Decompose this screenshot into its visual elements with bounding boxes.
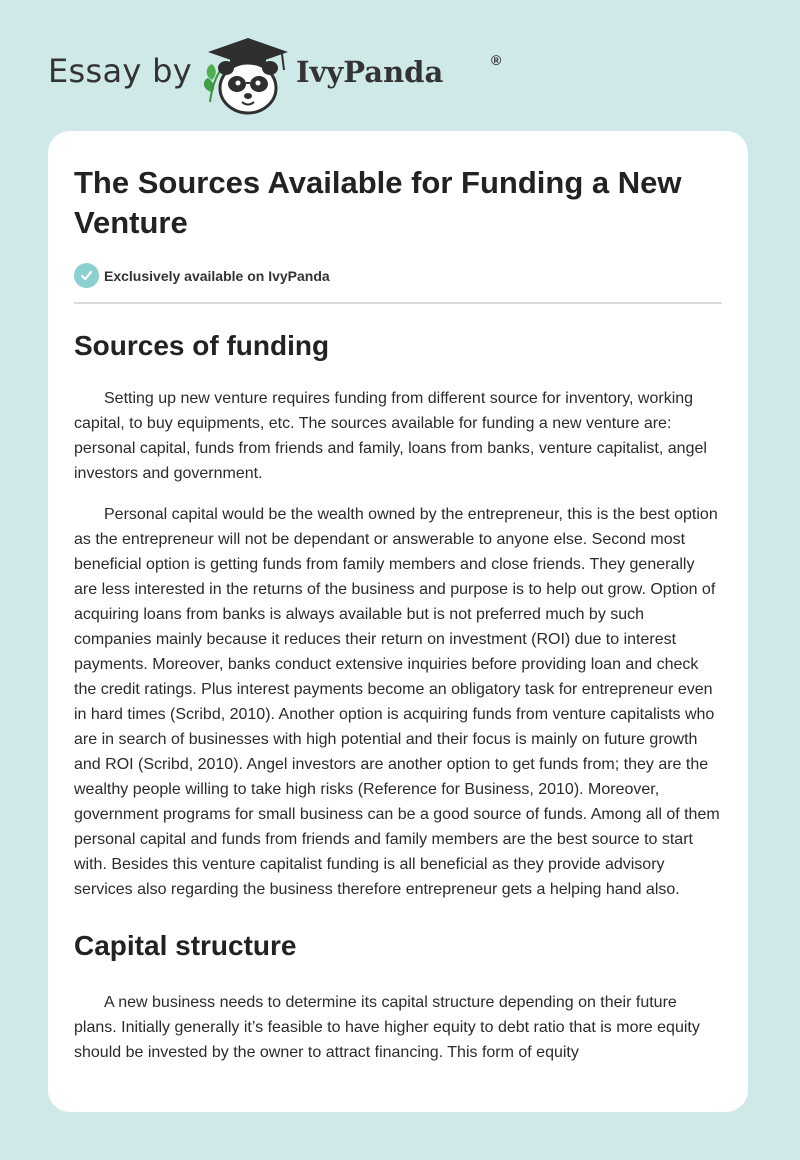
check-icon — [74, 263, 99, 288]
paragraph: Setting up new venture requires funding from different source for inventory, working capital, to buy equipments, etc. The sources available for funding a new venture are: personal capital, funds from friends and family, loans from banks, venture capitalist, angel investors and government. — [74, 390, 707, 482]
essay-title: The Sources Available for Funding a New Venture — [74, 165, 682, 240]
registered-mark: ® — [491, 52, 502, 68]
paragraph: A new business needs to determine its capital structure depending on their future plans. Initially generally it’s feasible to have higher equity to debt ratio that is more equity should be invested by the owner to attract financing. This form of equity — [74, 994, 700, 1061]
section-heading-sources: Sources of funding — [74, 330, 330, 361]
brand-name[interactable]: IvyPanda — [296, 55, 444, 89]
divider — [74, 302, 722, 304]
badge-label: Exclusively available on IvyPanda — [104, 267, 330, 284]
paragraph: Personal capital would be the wealth owned by the entrepreneur, this is the best option as the entrepreneur will not be dependant or answerable to anyone else. Second most beneficial option is getting funds from family members and close friends. They generally are less interested in the returns of the business and purpose is to help out grow. Option of acquiring loans from banks is always available but is not preferred much by such companies mainly because it reduces their return on investment (ROI) due to interest payments. Moreover, banks conduct extensive inquiries before providing loan and check the credit ratings. Plus interest payments become an obligatory task for entrepreneur even in hard times (Scribd, 2010). Another option is acquiring funds from venture capitalists who are in search of businesses with high potential and their focus is mainly on future growth and ROI (Scribd, 2010). Angel investors are another option to get funds from; they are the wealthy people willing to take high risks (Reference for Business, 2010). Moreover, government programs for small business can be a good source of funds. Among all of them personal capital and funds from friends and family members are the best source to start with. Besides this venture capitalist funding is all beneficial as they provide advisory services also regarding the business therefore entrepreneur gets a helping hand also. — [74, 506, 720, 898]
panda-logo-icon[interactable] — [202, 36, 294, 116]
exclusive-badge — [74, 263, 722, 288]
essay-card — [48, 131, 748, 1112]
section-heading-capital: Capital structure — [74, 930, 297, 961]
essay-by-label: Essay by — [48, 52, 192, 90]
site-header — [48, 30, 508, 114]
